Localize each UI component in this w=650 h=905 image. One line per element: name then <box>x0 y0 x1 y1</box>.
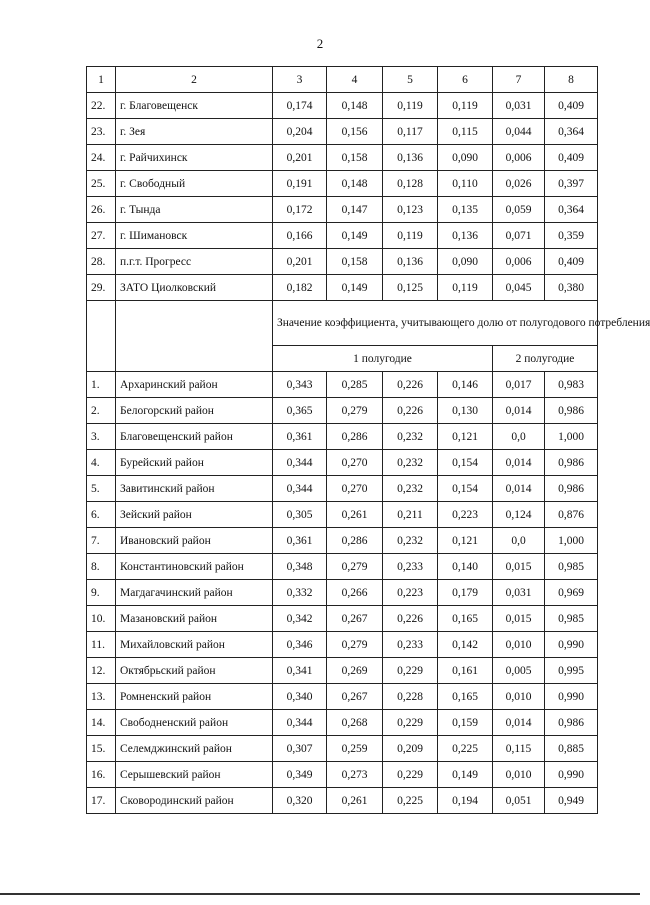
value-cell: 0,121 <box>438 528 493 554</box>
value-cell: 0,015 <box>493 606 545 632</box>
row-name: Благовещенский район <box>116 424 273 450</box>
districts-section <box>87 372 598 814</box>
value-cell: 0,014 <box>493 476 545 502</box>
city-row <box>87 197 598 223</box>
value-cell: 0,341 <box>273 658 327 684</box>
value-cell: 0,346 <box>273 632 327 658</box>
row-number: 11. <box>87 632 116 658</box>
value-cell: 0,010 <box>493 762 545 788</box>
value-cell: 0,340 <box>273 684 327 710</box>
value-cell: 0,166 <box>273 223 327 249</box>
half1-label: 1 полугодие <box>273 346 493 372</box>
district-row <box>87 710 598 736</box>
row-name: Зейский район <box>116 502 273 528</box>
value-cell: 0,172 <box>273 197 327 223</box>
value-cell: 0,286 <box>327 424 383 450</box>
value-cell: 0,026 <box>493 171 545 197</box>
scan-edge-line <box>0 893 640 895</box>
value-cell: 0,010 <box>493 684 545 710</box>
value-cell: 0,885 <box>545 736 598 762</box>
value-cell: 0,090 <box>438 249 493 275</box>
value-cell: 0,364 <box>545 197 598 223</box>
row-number: 26. <box>87 197 116 223</box>
value-cell: 0,285 <box>327 372 383 398</box>
value-cell: 0,409 <box>545 249 598 275</box>
value-cell: 0,090 <box>438 145 493 171</box>
value-cell: 0,307 <box>273 736 327 762</box>
value-cell: 0,261 <box>327 502 383 528</box>
value-cell: 0,130 <box>438 398 493 424</box>
value-cell: 0,031 <box>493 93 545 119</box>
value-cell: 0,010 <box>493 632 545 658</box>
value-cell: 0,305 <box>273 502 327 528</box>
row-number: 15. <box>87 736 116 762</box>
value-cell: 0,286 <box>327 528 383 554</box>
value-cell: 0,154 <box>438 450 493 476</box>
district-row <box>87 528 598 554</box>
value-cell: 0,124 <box>493 502 545 528</box>
value-cell: 0,969 <box>545 580 598 606</box>
value-cell: 0,015 <box>493 554 545 580</box>
city-row <box>87 171 598 197</box>
value-cell: 0,269 <box>327 658 383 684</box>
district-row <box>87 476 598 502</box>
header-cell: 7 <box>493 67 545 93</box>
value-cell: 0,990 <box>545 684 598 710</box>
district-row <box>87 502 598 528</box>
city-row <box>87 275 598 301</box>
district-row <box>87 684 598 710</box>
row-number: 3. <box>87 424 116 450</box>
value-cell: 0,279 <box>327 632 383 658</box>
section-title: Значение коэффициента, учитывающего долю от полугодового потребления <box>273 301 598 346</box>
city-row <box>87 119 598 145</box>
row-number: 17. <box>87 788 116 814</box>
row-number: 4. <box>87 450 116 476</box>
row-name: Михайловский район <box>116 632 273 658</box>
value-cell: 0,229 <box>383 658 438 684</box>
value-cell: 0,117 <box>383 119 438 145</box>
row-number: 2. <box>87 398 116 424</box>
value-cell: 0,119 <box>383 223 438 249</box>
district-row <box>87 372 598 398</box>
value-cell: 0,125 <box>383 275 438 301</box>
value-cell: 0,006 <box>493 249 545 275</box>
row-name: Бурейский район <box>116 450 273 476</box>
value-cell: 0,123 <box>383 197 438 223</box>
row-name: Сковородинский район <box>116 788 273 814</box>
row-number: 23. <box>87 119 116 145</box>
district-row <box>87 424 598 450</box>
value-cell: 0,115 <box>438 119 493 145</box>
value-cell: 0,135 <box>438 197 493 223</box>
header-cell: 1 <box>87 67 116 93</box>
value-cell: 0,344 <box>273 710 327 736</box>
row-number: 8. <box>87 554 116 580</box>
section-header <box>87 301 650 372</box>
row-name: Белогорский район <box>116 398 273 424</box>
district-row <box>87 398 598 424</box>
value-cell: 0,149 <box>438 762 493 788</box>
value-cell: 0,179 <box>438 580 493 606</box>
value-cell: 0,983 <box>545 372 598 398</box>
value-cell: 0,986 <box>545 450 598 476</box>
row-name: Константиновский район <box>116 554 273 580</box>
row-name: Селемджинский район <box>116 736 273 762</box>
value-cell: 0,226 <box>383 372 438 398</box>
value-cell: 0,985 <box>545 606 598 632</box>
value-cell: 0,017 <box>493 372 545 398</box>
value-cell: 0,225 <box>438 736 493 762</box>
value-cell: 0,005 <box>493 658 545 684</box>
header-row <box>87 67 598 93</box>
row-name: Октябрьский район <box>116 658 273 684</box>
value-cell: 0,140 <box>438 554 493 580</box>
value-cell: 0,045 <box>493 275 545 301</box>
value-cell: 0,279 <box>327 554 383 580</box>
row-number: 29. <box>87 275 116 301</box>
value-cell: 0,348 <box>273 554 327 580</box>
district-row <box>87 788 598 814</box>
district-row <box>87 632 598 658</box>
row-number: 9. <box>87 580 116 606</box>
value-cell: 0,226 <box>383 606 438 632</box>
value-cell: 0,270 <box>327 476 383 502</box>
row-name: п.г.т. Прогресс <box>116 249 273 275</box>
district-row <box>87 580 598 606</box>
section-blank-cell <box>87 301 116 372</box>
value-cell: 1,000 <box>545 424 598 450</box>
row-number: 10. <box>87 606 116 632</box>
value-cell: 0,051 <box>493 788 545 814</box>
value-cell: 0,270 <box>327 450 383 476</box>
value-cell: 0,149 <box>327 275 383 301</box>
value-cell: 0,344 <box>273 476 327 502</box>
value-cell: 0,154 <box>438 476 493 502</box>
value-cell: 0,059 <box>493 197 545 223</box>
district-row <box>87 762 598 788</box>
value-cell: 0,209 <box>383 736 438 762</box>
value-cell: 0,174 <box>273 93 327 119</box>
value-cell: 0,0 <box>493 528 545 554</box>
value-cell: 0,986 <box>545 398 598 424</box>
value-cell: 0,161 <box>438 658 493 684</box>
value-cell: 0,259 <box>327 736 383 762</box>
row-number: 16. <box>87 762 116 788</box>
value-cell: 0,211 <box>383 502 438 528</box>
value-cell: 0,191 <box>273 171 327 197</box>
value-cell: 0,119 <box>383 93 438 119</box>
value-cell: 0,226 <box>383 398 438 424</box>
row-name: г. Тында <box>116 197 273 223</box>
row-number: 24. <box>87 145 116 171</box>
value-cell: 0,014 <box>493 398 545 424</box>
district-row <box>87 606 598 632</box>
value-cell: 0,332 <box>273 580 327 606</box>
row-name: Завитинский район <box>116 476 273 502</box>
value-cell: 0,266 <box>327 580 383 606</box>
row-name: г. Шимановск <box>116 223 273 249</box>
district-row <box>87 658 598 684</box>
value-cell: 0,229 <box>383 762 438 788</box>
row-number: 12. <box>87 658 116 684</box>
value-cell: 0,165 <box>438 606 493 632</box>
row-number: 27. <box>87 223 116 249</box>
row-number: 6. <box>87 502 116 528</box>
value-cell: 0,156 <box>327 119 383 145</box>
value-cell: 0,361 <box>273 424 327 450</box>
value-cell: 0,361 <box>273 528 327 554</box>
header-cell: 6 <box>438 67 493 93</box>
value-cell: 0,349 <box>273 762 327 788</box>
cities-section <box>87 67 598 301</box>
row-name: ЗАТО Циолковский <box>116 275 273 301</box>
value-cell: 0,136 <box>383 249 438 275</box>
row-name: г. Зея <box>116 119 273 145</box>
row-name: г. Благовещенск <box>116 93 273 119</box>
section-blank-cell <box>116 301 273 372</box>
value-cell: 0,359 <box>545 223 598 249</box>
row-name: г. Свободный <box>116 171 273 197</box>
value-cell: 0,044 <box>493 119 545 145</box>
city-row <box>87 145 598 171</box>
value-cell: 1,000 <box>545 528 598 554</box>
value-cell: 0,279 <box>327 398 383 424</box>
value-cell: 0,380 <box>545 275 598 301</box>
value-cell: 0,142 <box>438 632 493 658</box>
row-number: 1. <box>87 372 116 398</box>
row-number: 7. <box>87 528 116 554</box>
value-cell: 0,320 <box>273 788 327 814</box>
value-cell: 0,006 <box>493 145 545 171</box>
row-number: 28. <box>87 249 116 275</box>
value-cell: 0,232 <box>383 424 438 450</box>
value-cell: 0,119 <box>438 93 493 119</box>
value-cell: 0,159 <box>438 710 493 736</box>
value-cell: 0,273 <box>327 762 383 788</box>
half2-label: 2 полугодие <box>493 346 598 372</box>
district-row <box>87 450 598 476</box>
row-number: 13. <box>87 684 116 710</box>
value-cell: 0,267 <box>327 684 383 710</box>
value-cell: 0,158 <box>327 249 383 275</box>
value-cell: 0,204 <box>273 119 327 145</box>
row-number: 14. <box>87 710 116 736</box>
row-name: г. Райчихинск <box>116 145 273 171</box>
value-cell: 0,233 <box>383 632 438 658</box>
value-cell: 0,342 <box>273 606 327 632</box>
value-cell: 0,128 <box>383 171 438 197</box>
value-cell: 0,201 <box>273 249 327 275</box>
value-cell: 0,232 <box>383 528 438 554</box>
row-name: Мазановский район <box>116 606 273 632</box>
header-cell: 3 <box>273 67 327 93</box>
value-cell: 0,148 <box>327 171 383 197</box>
value-cell: 0,014 <box>493 450 545 476</box>
value-cell: 0,232 <box>383 450 438 476</box>
value-cell: 0,985 <box>545 554 598 580</box>
value-cell: 0,949 <box>545 788 598 814</box>
value-cell: 0,165 <box>438 684 493 710</box>
city-row <box>87 249 598 275</box>
value-cell: 0,136 <box>383 145 438 171</box>
value-cell: 0,995 <box>545 658 598 684</box>
value-cell: 0,014 <box>493 710 545 736</box>
header-cell: 2 <box>116 67 273 93</box>
value-cell: 0,343 <box>273 372 327 398</box>
page-number: 2 <box>316 36 324 51</box>
value-cell: 0,194 <box>438 788 493 814</box>
row-name: Ромненский район <box>116 684 273 710</box>
value-cell: 0,409 <box>545 93 598 119</box>
row-number: 22. <box>87 93 116 119</box>
value-cell: 0,365 <box>273 398 327 424</box>
value-cell: 0,121 <box>438 424 493 450</box>
value-cell: 0,986 <box>545 710 598 736</box>
city-row <box>87 93 598 119</box>
value-cell: 0,233 <box>383 554 438 580</box>
row-number: 25. <box>87 171 116 197</box>
header-cell: 4 <box>327 67 383 93</box>
value-cell: 0,223 <box>438 502 493 528</box>
value-cell: 0,228 <box>383 684 438 710</box>
value-cell: 0,031 <box>493 580 545 606</box>
value-cell: 0,071 <box>493 223 545 249</box>
value-cell: 0,110 <box>438 171 493 197</box>
value-cell: 0,0 <box>493 424 545 450</box>
value-cell: 0,397 <box>545 171 598 197</box>
value-cell: 0,232 <box>383 476 438 502</box>
value-cell: 0,986 <box>545 476 598 502</box>
header-cell: 8 <box>545 67 598 93</box>
value-cell: 0,229 <box>383 710 438 736</box>
row-name: Свободненский район <box>116 710 273 736</box>
value-cell: 0,158 <box>327 145 383 171</box>
value-cell: 0,876 <box>545 502 598 528</box>
value-cell: 0,261 <box>327 788 383 814</box>
row-number: 5. <box>87 476 116 502</box>
row-name: Серышевский район <box>116 762 273 788</box>
value-cell: 0,147 <box>327 197 383 223</box>
value-cell: 0,364 <box>545 119 598 145</box>
value-cell: 0,990 <box>545 632 598 658</box>
coefficient-table <box>86 66 650 814</box>
value-cell: 0,149 <box>327 223 383 249</box>
city-row <box>87 223 598 249</box>
district-row <box>87 554 598 580</box>
value-cell: 0,148 <box>327 93 383 119</box>
district-row <box>87 736 598 762</box>
value-cell: 0,136 <box>438 223 493 249</box>
value-cell: 0,201 <box>273 145 327 171</box>
value-cell: 0,344 <box>273 450 327 476</box>
value-cell: 0,990 <box>545 762 598 788</box>
row-name: Магдагачинский район <box>116 580 273 606</box>
header-cell: 5 <box>383 67 438 93</box>
value-cell: 0,409 <box>545 145 598 171</box>
value-cell: 0,119 <box>438 275 493 301</box>
value-cell: 0,268 <box>327 710 383 736</box>
value-cell: 0,223 <box>383 580 438 606</box>
value-cell: 0,146 <box>438 372 493 398</box>
row-name: Архаринский район <box>116 372 273 398</box>
row-name: Ивановский район <box>116 528 273 554</box>
value-cell: 0,225 <box>383 788 438 814</box>
value-cell: 0,182 <box>273 275 327 301</box>
value-cell: 0,267 <box>327 606 383 632</box>
value-cell: 0,115 <box>493 736 545 762</box>
